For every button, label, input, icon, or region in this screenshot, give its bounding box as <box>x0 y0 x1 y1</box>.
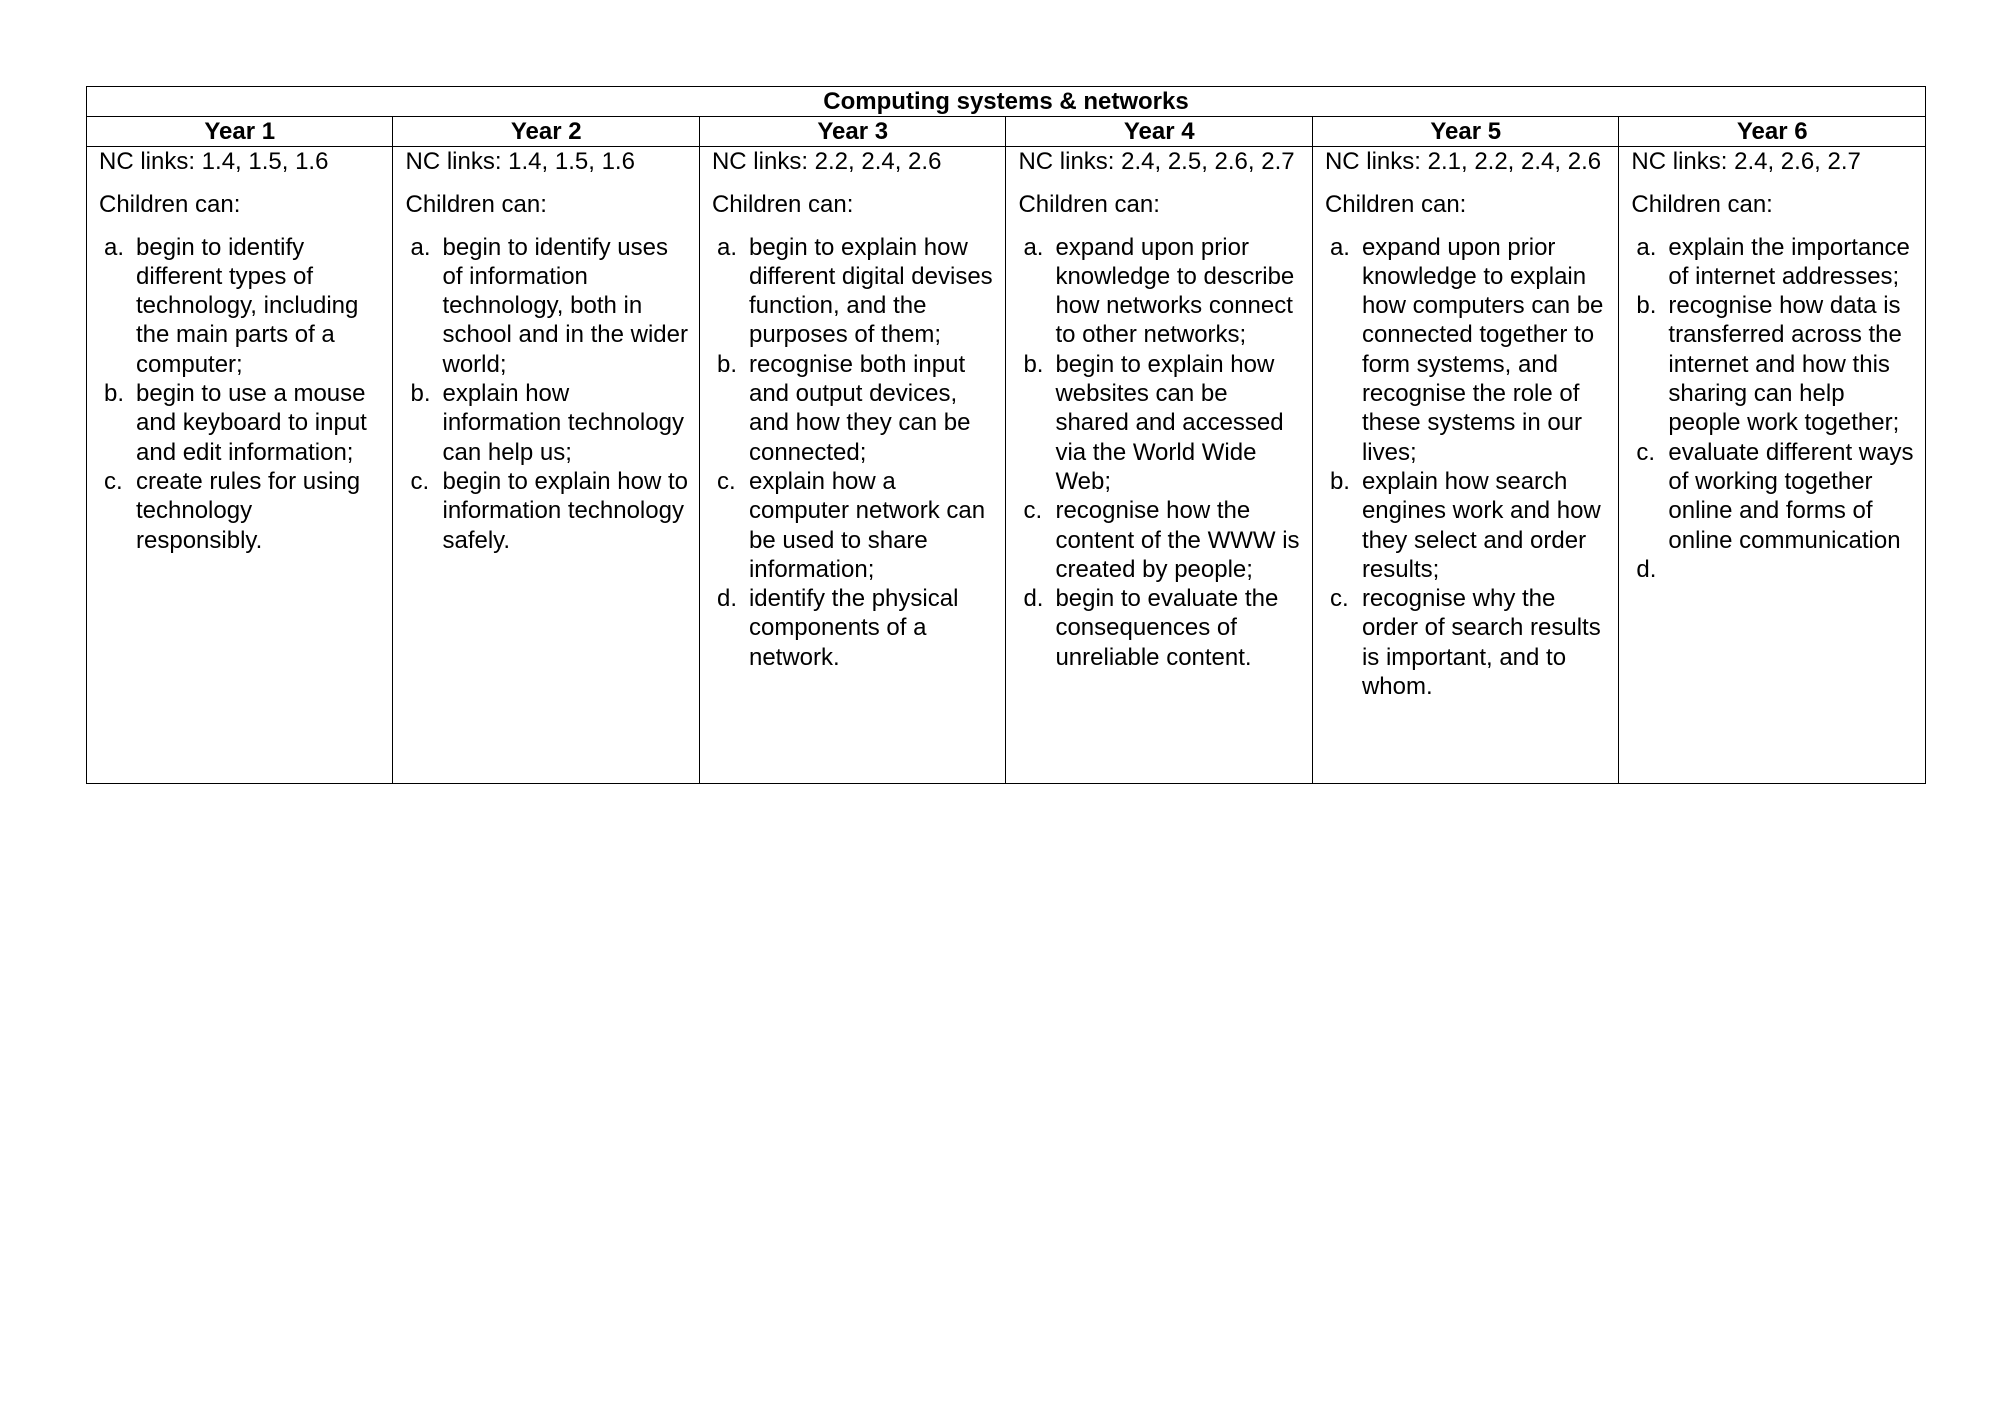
list-item-letter: c. <box>1636 438 1656 466</box>
list-item-text: begin to identify uses of information technology, both in school and in the wider world; <box>442 233 688 378</box>
list-item-text: recognise how the content of the WWW is created by people; <box>1055 497 1300 583</box>
list-item <box>1325 467 1608 584</box>
list-item <box>405 379 688 467</box>
list-item-letter: c. <box>1023 497 1043 525</box>
list-item-text: begin to explain how websites can be shared and accessed via the World Wide Web; <box>1055 350 1284 495</box>
nc-links: NC links: 1.4, 1.5, 1.6 <box>99 148 329 175</box>
list-item-letter: a. <box>1023 233 1044 261</box>
objectives-list <box>99 233 382 555</box>
year-content-cell <box>1619 147 1926 784</box>
list-item-letter: b. <box>410 380 431 408</box>
children-can-label: Children can: <box>1018 191 1160 219</box>
list-item <box>712 584 995 672</box>
year-content-cell <box>699 147 1005 784</box>
list-item-text: begin to identify different types of technology, including the main parts of a computer; <box>136 233 359 378</box>
list-item <box>405 233 688 379</box>
list-item-text: create rules for using technology responsibly. <box>136 467 361 554</box>
children-can-label: Children can: <box>1631 191 1773 219</box>
list-item-text: explain how search engines work and how they select and order results; <box>1361 467 1601 583</box>
children-can-label: Children can: <box>99 191 241 219</box>
list-item <box>1018 496 1301 584</box>
list-item <box>99 467 382 555</box>
year-heading: Year 5 <box>1312 117 1618 147</box>
children-can-label: Children can: <box>711 191 854 219</box>
list-item-text: explain the importance of internet addresses; <box>1668 233 1910 290</box>
list-item-letter: a. <box>1329 233 1350 261</box>
children-can-label: Children can: <box>1324 191 1467 219</box>
list-item-text: recognise how data is transferred across the internet and how this sharing can help people work together; <box>1668 292 1902 437</box>
list-item <box>99 379 382 467</box>
list-item-letter: a. <box>716 233 737 261</box>
list-item-text: expand upon prior knowledge to describe how networks connect to other networks; <box>1055 233 1295 349</box>
list-item-text: recognise why the order of search results is important, and to whom. <box>1361 585 1601 701</box>
year-heading: Year 6 <box>1619 117 1926 147</box>
list-item-letter: a. <box>410 233 431 261</box>
objectives-list <box>712 233 995 672</box>
nc-links: NC links: 2.2, 2.4, 2.6 <box>711 148 942 175</box>
nc-links: NC links: 2.4, 2.5, 2.6, 2.7 <box>1018 148 1295 175</box>
nc-links: NC links: 2.1, 2.2, 2.4, 2.6 <box>1324 148 1602 175</box>
list-item-text: identify the physical components of a network. <box>748 585 959 671</box>
list-item-text: explain how information technology can help us; <box>442 380 684 466</box>
list-item <box>99 233 382 379</box>
list-item-letter: c. <box>410 467 430 495</box>
nc-links: NC links: 2.4, 2.6, 2.7 <box>1631 148 1861 175</box>
list-item <box>1631 438 1915 555</box>
list-item-letter: b. <box>1329 467 1350 495</box>
list-item <box>1325 584 1608 701</box>
children-can-label: Children can: <box>405 191 547 219</box>
list-item-letter: b. <box>716 350 737 378</box>
nc-links: NC links: 1.4, 1.5, 1.6 <box>405 148 635 175</box>
list-item-text: expand upon prior knowledge to explain how computers can be connected together to form systems, and recognise the role of these systems in our lives; <box>1361 233 1604 466</box>
list-item <box>405 467 688 555</box>
list-item-letter: d. <box>1023 585 1044 613</box>
year-header-row <box>87 117 1926 147</box>
list-item-text: recognise both input and output devices, and how they can be connected; <box>748 350 971 466</box>
list-item <box>1018 233 1301 350</box>
objectives-list <box>1631 233 1915 585</box>
year-heading: Year 3 <box>699 117 1005 147</box>
year-heading: Year 1 <box>87 117 393 147</box>
year-content-cell <box>1006 147 1312 784</box>
list-item-text: begin to evaluate the consequences of unreliable content. <box>1055 585 1279 671</box>
list-item-text: evaluate different ways of working together online and forms of online communication <box>1668 438 1914 554</box>
list-item-letter: a. <box>1636 233 1657 261</box>
list-item-text: explain how a computer network can be used to share information; <box>748 467 986 583</box>
list-item-text: begin to explain how to information technology safely. <box>442 467 688 554</box>
list-item <box>712 350 995 467</box>
list-item <box>1325 233 1608 467</box>
list-item <box>1018 350 1301 496</box>
year-heading: Year 4 <box>1006 117 1312 147</box>
year-heading: Year 2 <box>393 117 699 147</box>
content-row <box>87 147 1926 784</box>
list-item-letter: b. <box>104 380 125 408</box>
list-item <box>712 467 995 584</box>
curriculum-table <box>86 86 1926 784</box>
list-item-letter: c. <box>716 467 736 495</box>
list-item <box>1631 555 1915 584</box>
objectives-list <box>1018 233 1301 672</box>
year-content-cell <box>1312 147 1618 784</box>
list-item-text: begin to explain how different digital devises function, and the purposes of them; <box>748 233 993 349</box>
table-title: Computing systems & networks <box>87 87 1926 117</box>
list-item-letter: a. <box>104 233 125 261</box>
objectives-list <box>1325 233 1608 702</box>
list-item-text: begin to use a mouse and keyboard to input and edit information; <box>136 380 367 466</box>
list-item <box>712 233 995 350</box>
list-item-letter: d. <box>716 585 737 613</box>
year-content-cell <box>87 147 393 784</box>
objectives-list <box>405 233 688 555</box>
list-item-letter: d. <box>1636 555 1657 583</box>
list-item-letter: b. <box>1636 292 1657 320</box>
list-item <box>1018 584 1301 672</box>
list-item <box>1631 233 1915 292</box>
list-item-letter: c. <box>104 467 123 495</box>
list-item-letter: b. <box>1023 350 1044 378</box>
year-content-cell <box>393 147 699 784</box>
list-item <box>1631 291 1915 437</box>
list-item-letter: c. <box>1329 585 1349 613</box>
